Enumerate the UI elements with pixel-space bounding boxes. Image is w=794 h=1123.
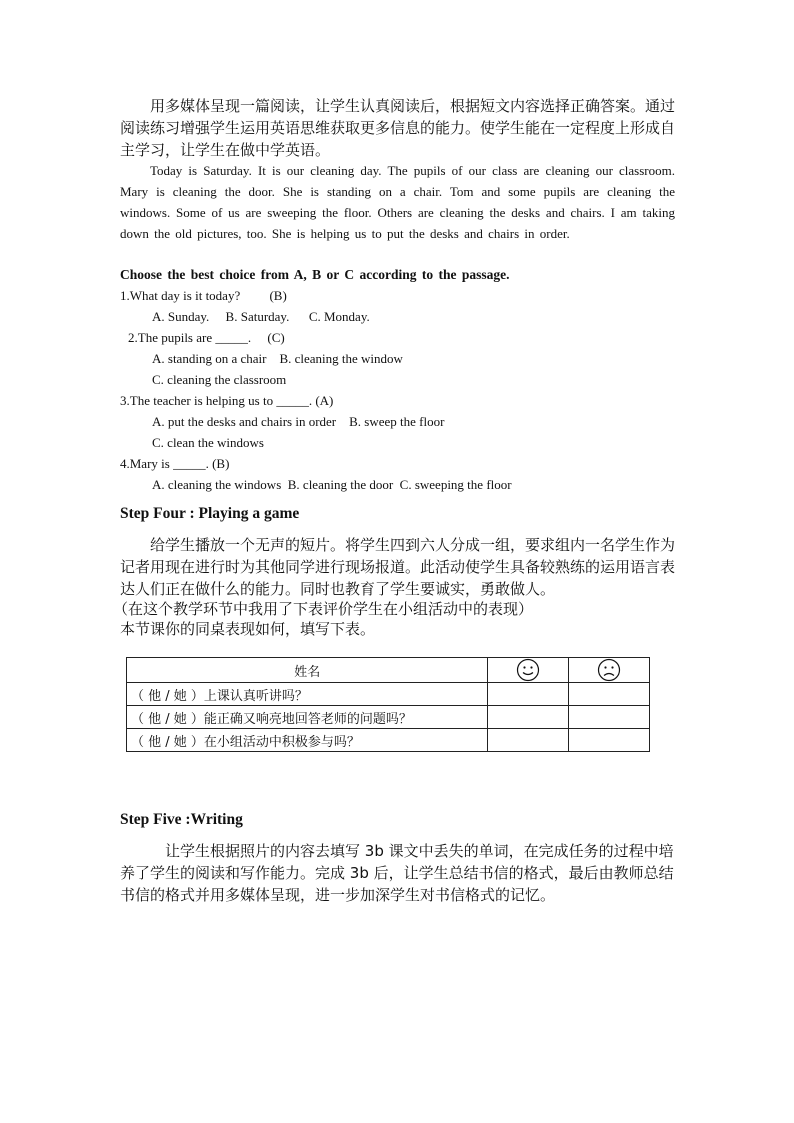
table-header-smiley [488, 658, 569, 683]
question-2-options-a: A. standing on a chair B. cleaning the window [152, 351, 403, 366]
table-row-label: （ 他 / 她 ）能正确又响亮地回答老师的问题吗？ [127, 706, 488, 729]
question-1: 1.What day is it today? (B) [120, 288, 287, 303]
reading-passage: Today is Saturday. It is our cleaning day. The pupils of our class are cleaning our classroom. Mary is cleaning the door. She is standing on a chair. Tom and some pupils are cleaning the windows. Some of us are sweeping the floor. Others are cleaning the desks and chairs. I am taking down the old pictures, too. She is helping us to put the desks and chairs in order. [120, 163, 675, 241]
table-cell-smiley[interactable] [488, 706, 569, 729]
question-1-options: A. Sunday. B. Saturday. C. Monday. [152, 309, 370, 324]
table-header-row [127, 658, 650, 683]
step-four-text: 给学生播放一个无声的短片。将学生四到六人分成一组，要求组内一名学生作为记者用现在进行时为其他同学进行现场报道。此活动使学生具备较熟练的运用语言表达人们正在做什么的能力。同时也教育了学生要诚实，勇敢做人。 [120, 536, 676, 598]
question-3-options-b: C. clean the windows [152, 435, 264, 450]
table-cell-smiley[interactable] [488, 729, 569, 752]
table-header-frown [569, 658, 650, 683]
table-row [127, 683, 650, 706]
step-five-title: Step Five :Writing [120, 811, 243, 828]
table-row [127, 706, 650, 729]
table-header-name: 姓名 [127, 658, 488, 683]
question-4-options: A. cleaning the windows B. cleaning the door C. sweeping the floor [152, 477, 512, 492]
table-cell-frown[interactable] [569, 729, 650, 752]
step-four-table-intro: 本节课你的同桌表现如何，填写下表。 [120, 620, 376, 638]
question-4: 4.Mary is _____. (B) [120, 456, 230, 471]
table-cell-frown[interactable] [569, 706, 650, 729]
intro-paragraph: 用多媒体呈现一篇阅读，让学生认真阅读后，根据短文内容选择正确答案。通过阅读练习增强学生运用英语思维获取更多信息的能力。使学生能在一定程度上形成自主学习，让学生在做中学英语。 [120, 97, 676, 159]
step-four-title: Step Four : Playing a game [120, 505, 300, 522]
evaluation-table [126, 657, 650, 752]
question-2: 2.The pupils are _____. (C) [128, 330, 285, 345]
question-2-options-b: C. cleaning the classroom [152, 372, 287, 387]
table-cell-smiley[interactable] [488, 683, 569, 706]
step-four-note: （在这个教学环节中我用了下表评价学生在小组活动中的表现） [113, 600, 534, 618]
instruction: Choose the best choice from A, B or C according to the passage. [120, 267, 510, 282]
question-list [120, 285, 675, 495]
table-row-label: （ 他 / 她 ）上课认真听讲吗？ [127, 683, 488, 706]
table-row-label: （ 他 / 她 ）在小组活动中积极参与吗？ [127, 729, 488, 752]
question-3: 3.The teacher is helping us to _____. (A) [120, 393, 334, 408]
step-five-text: 让学生根据照片的内容去填写 3b 课文中丢失的单词，在完成任务的过程中培养了学生的阅读和写作能力。完成 3b 后，让学生总结书信的格式，最后由教师总结书信的格式并用多媒体呈现，进一步加深学生对书信格式的记忆。 [120, 842, 674, 904]
table-row [127, 729, 650, 752]
question-3-options-a: A. put the desks and chairs in order B. sweep the floor [152, 414, 445, 429]
smiley-icon [516, 658, 540, 682]
frown-icon [597, 658, 621, 682]
table-cell-frown[interactable] [569, 683, 650, 706]
